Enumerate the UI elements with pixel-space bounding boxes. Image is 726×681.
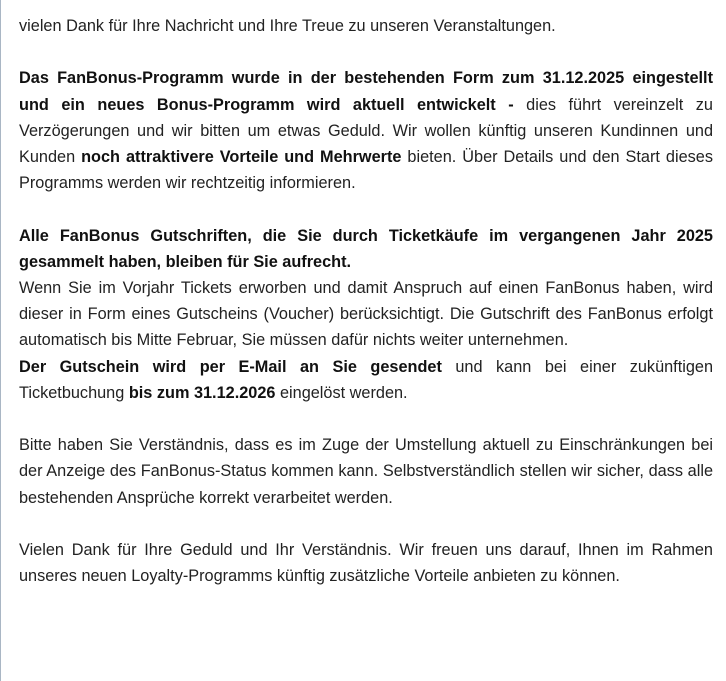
paragraph-thanks bbox=[19, 13, 713, 39]
text-span: Vielen Dank für Ihre Geduld und Ihr Verständnis. Wir freuen uns darauf, Ihnen im Rahmen unseres neuen Loyalty-Programms künftig zusätzliche Vorteile anbieten zu können. bbox=[19, 541, 713, 586]
text-span: und kann bei einer zukünftigen Ticketbuchung bbox=[19, 357, 714, 402]
paragraph-voucher-email bbox=[19, 354, 713, 406]
bold-text: Alle FanBonus Gutschriften, die Sie durch Ticketkäufe im vergangenen Jahr 2025 gesammelt haben, bleiben für Sie aufrecht. bbox=[19, 226, 713, 271]
paragraph-closing bbox=[19, 537, 713, 589]
paragraph-status-display bbox=[19, 432, 713, 511]
bold-text: Das FanBonus-Programm wurde in der bestehenden Form zum 31.12.2025 eingestellt und ein neues Bonus-Programm wird aktuell entwickelt - bbox=[19, 69, 713, 114]
text-span: Bitte haben Sie Verständnis, dass es im Zuge der Umstellung aktuell zu Einschränkungen bei der Anzeige des FanBonus-Status kommen kann. Selbstverständlich stellen wir sicher, dass alle bestehenden Ansprüche korrekt verarbeitet werden. bbox=[19, 436, 713, 507]
paragraph-credits-retained bbox=[19, 223, 713, 275]
paragraph-voucher-info bbox=[19, 275, 713, 354]
bold-text: Der Gutschein wird per E-Mail an Sie gesendet bbox=[19, 357, 442, 376]
text-span: vielen Dank für Ihre Nachricht und Ihre Treue zu unseren Veranstaltungen. bbox=[19, 17, 556, 35]
bold-text: bis zum 31.12.2026 bbox=[128, 383, 276, 402]
text-span: bieten. Über Details und den Start dieses Programms werden wir rechtzeitig informieren. bbox=[19, 148, 713, 193]
text-span: Wenn Sie im Vorjahr Tickets erworben und damit Anspruch auf einen FanBonus haben, wird dieser in Form eines Gutscheins (Voucher) berücksichtigt. Die Gutschrift des FanBonus erfolgt automatisch bis Mitte Februar, Sie müssen dafür nichts weiter unternehmen. bbox=[19, 279, 713, 350]
text-span: eingelöst werden. bbox=[275, 383, 408, 402]
bold-text: noch attraktivere Vorteile und Mehrwerte bbox=[81, 148, 402, 166]
paragraph-fanbonus-program bbox=[19, 65, 713, 196]
text-span: dies führt vereinzelt zu Verzögerungen und wir bitten um etwas Geduld. Wir wollen künftig unseren Kundinnen und Kunden bbox=[19, 95, 713, 166]
